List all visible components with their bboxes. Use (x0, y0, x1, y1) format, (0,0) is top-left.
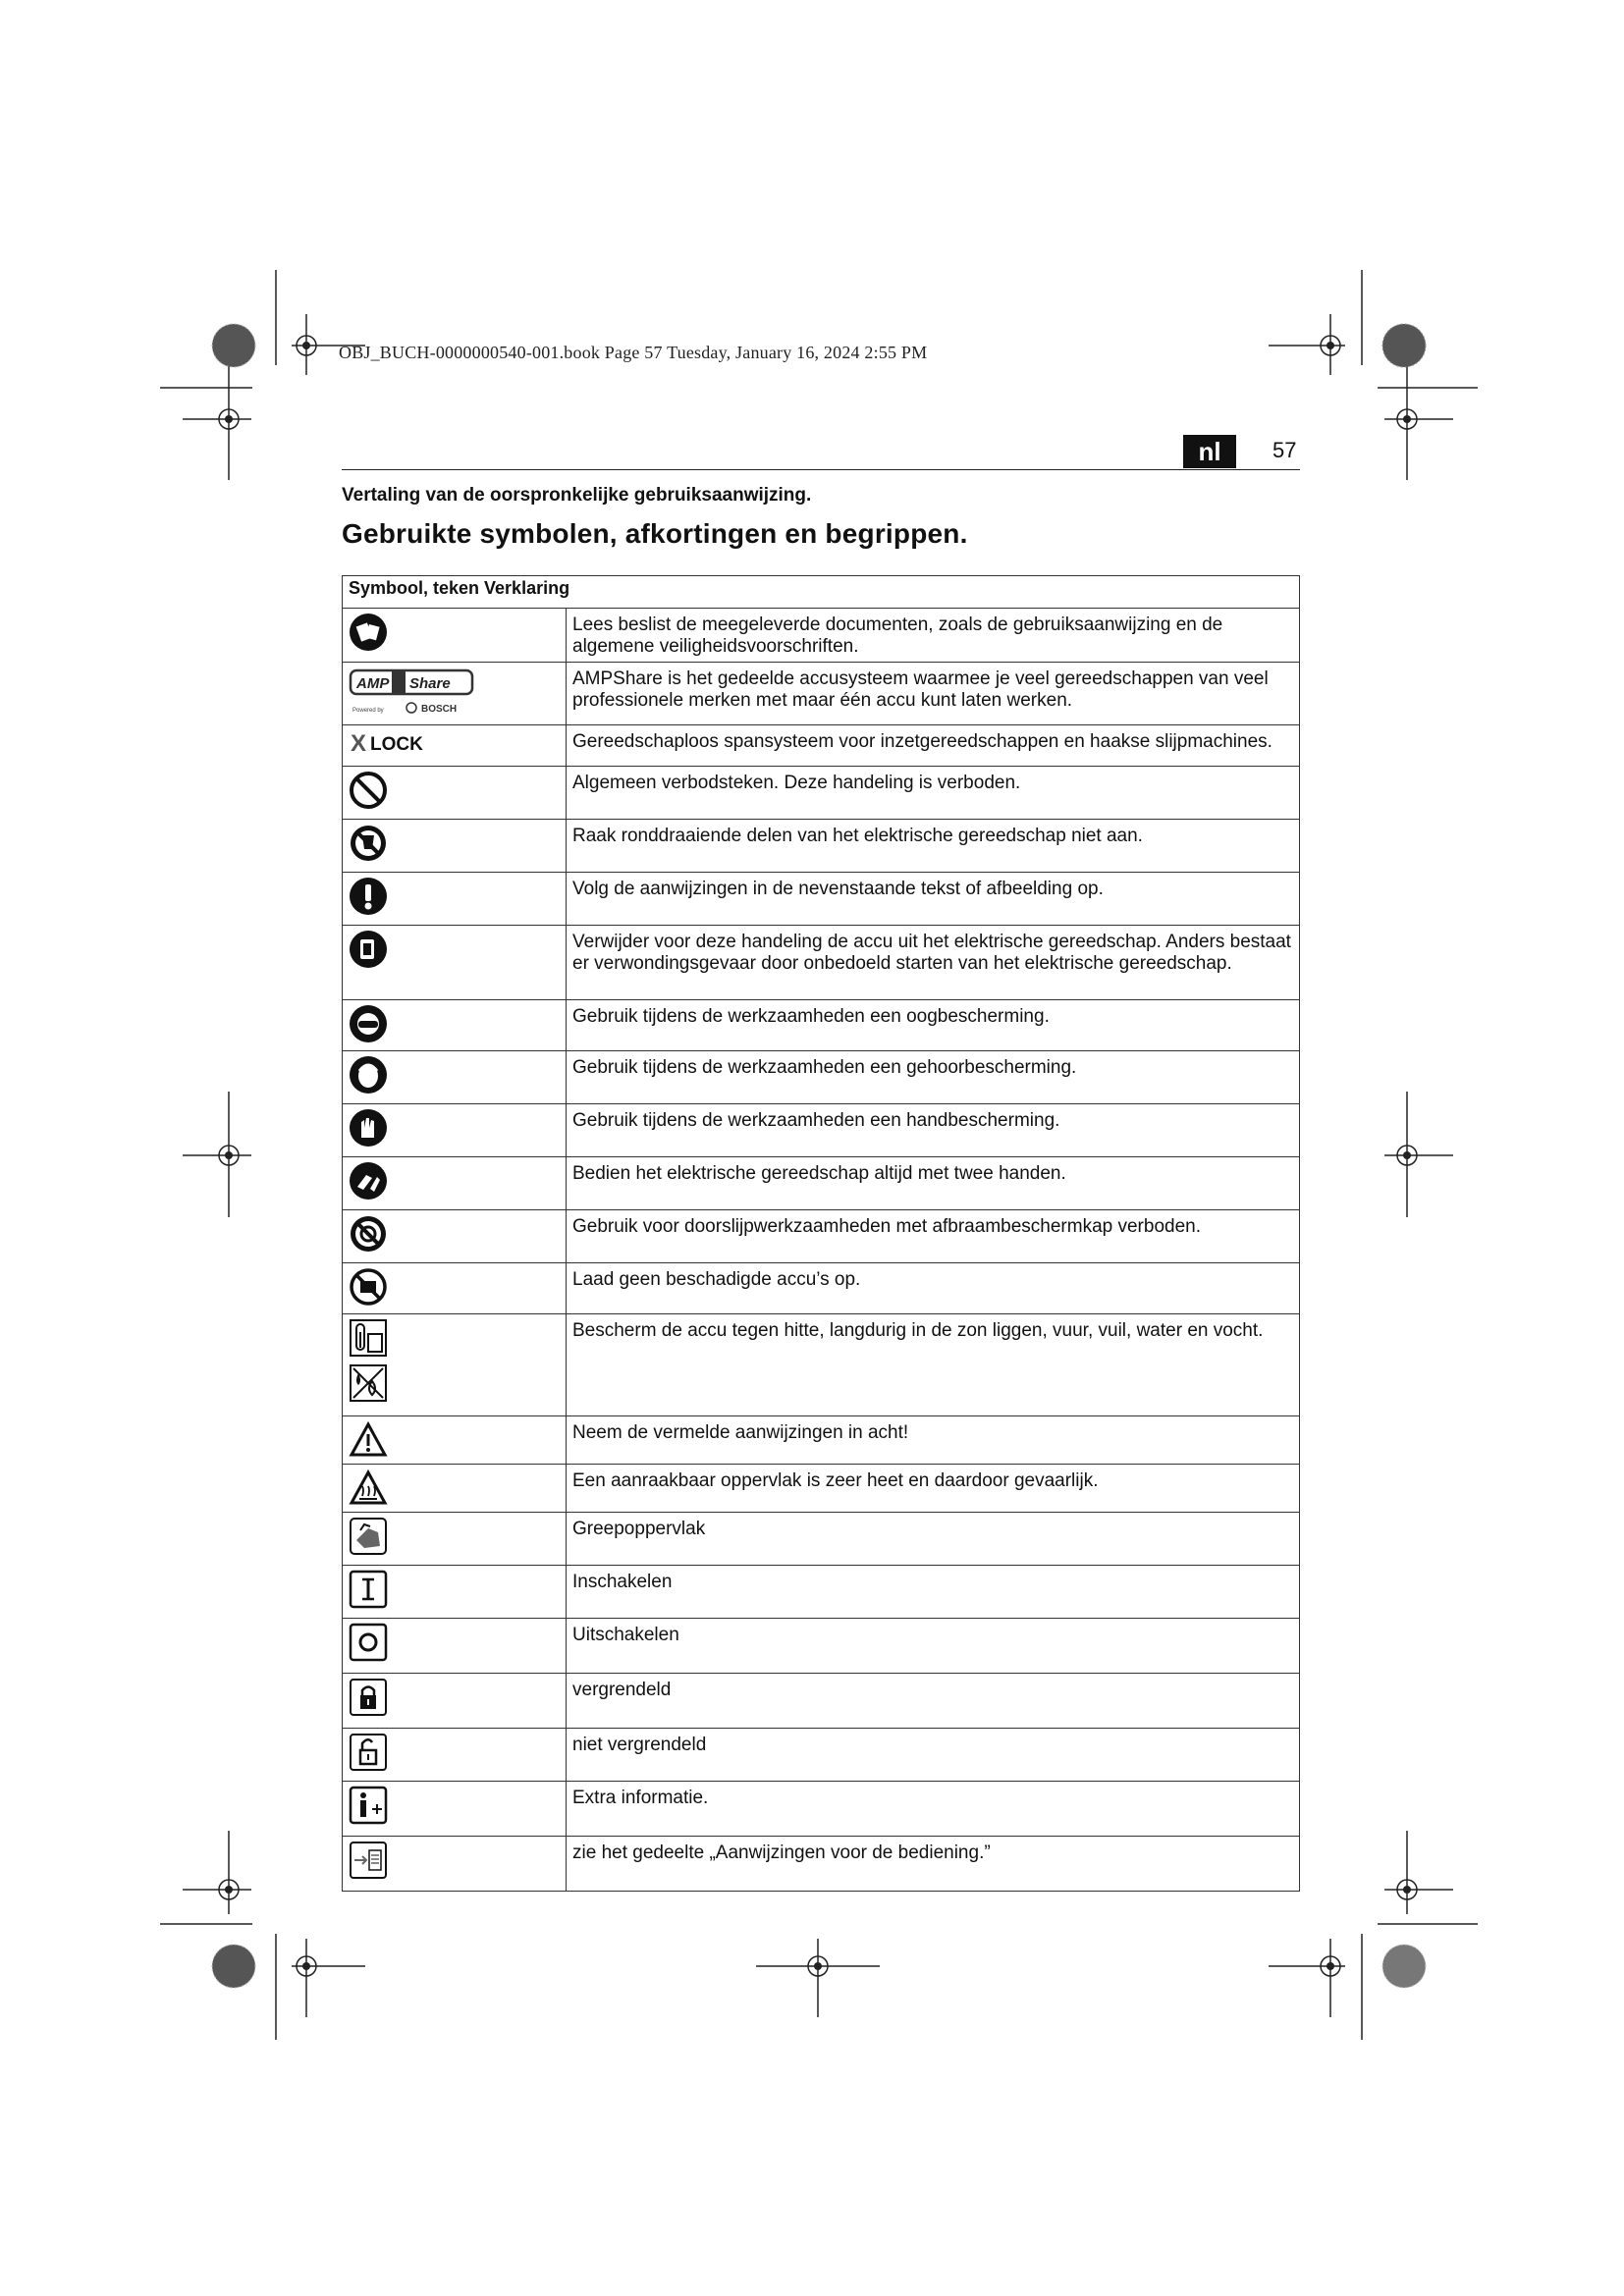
read-manual-icon (349, 613, 388, 652)
symbols-table (342, 575, 1300, 1892)
see-section-icon (349, 1841, 388, 1880)
table-row (343, 1566, 1300, 1619)
hand-protection-icon (349, 1108, 388, 1148)
table-row (343, 1104, 1300, 1157)
ear-protection-icon (349, 1055, 388, 1095)
table-cell-text: Bedien het elektrische gereedschap altijd met twee handen. (567, 1157, 1300, 1210)
table-cell-text: vergrendeld (567, 1674, 1300, 1729)
table-row (343, 725, 1300, 767)
table-row (343, 1674, 1300, 1729)
warning-icon (349, 1420, 388, 1460)
table-row (343, 926, 1300, 1000)
table-cell-text: Gebruik tijdens de werkzaamheden een gehoorbescherming. (567, 1051, 1300, 1104)
table-row (343, 1051, 1300, 1104)
table-header: Symbool, teken Verklaring (343, 576, 1300, 609)
table-cell-text: AMPShare is het gedeelde accusysteem waarmee je veel gereedschappen van veel professionele merken met maar één accu kunt laten werken. (567, 663, 1300, 725)
table-cell-text: Gebruik tijdens de werkzaamheden een oogbescherming. (567, 1000, 1300, 1051)
info-icon (349, 1786, 388, 1825)
table-row (343, 820, 1300, 873)
table-row (343, 1000, 1300, 1051)
hot-surface-icon (349, 1468, 388, 1508)
two-hands-icon (349, 1161, 388, 1201)
table-cell-text: Greepoppervlak (567, 1513, 1300, 1566)
table-cell-text: Uitschakelen (567, 1619, 1300, 1674)
table-row (343, 767, 1300, 820)
ampshare-bosch-text: BOSCH (421, 704, 458, 715)
table-cell-text: Algemeen verbodsteken. Deze handeling is verboden. (567, 767, 1300, 820)
no-damaged-battery-icon (349, 1267, 388, 1307)
switch-on-icon (349, 1570, 388, 1609)
table-row (343, 1729, 1300, 1782)
switch-off-icon (349, 1623, 388, 1662)
header-rule (342, 469, 1300, 470)
mandatory-icon (349, 877, 388, 916)
table-cell-text: Inschakelen (567, 1566, 1300, 1619)
table-row (343, 1416, 1300, 1465)
table-row (343, 609, 1300, 663)
table-cell-text: Gebruik tijdens de werkzaamheden een handbescherming. (567, 1104, 1300, 1157)
table-row (343, 663, 1300, 725)
table-row (343, 1513, 1300, 1566)
table-cell-text: Lees beslist de meegeleverde documenten, zoals de gebruiksaanwijzing en de algemene veiligheidsvoorschriften. (567, 609, 1300, 663)
table-row (343, 873, 1300, 926)
table-row (343, 1210, 1300, 1263)
table-cell-text: Verwijder voor deze handeling de accu uit het elektrische gereedschap. Anders bestaat er verwondingsgevaar door onbedoeld starten van het elektrische gereedschap. (567, 926, 1300, 1000)
battery-water-fire-icon (349, 1363, 388, 1403)
table-row (343, 1263, 1300, 1314)
table-cell-text: Gebruik voor doorslijpwerkzaamheden met afbraambeschermkap verboden. (567, 1210, 1300, 1263)
table-row (343, 1465, 1300, 1513)
table-cell-text: Gereedschaploos spansysteem voor inzetgereedschappen en haakse slijpmachines. (567, 725, 1300, 767)
document-subtitle: Vertaling van de oorspronkelijke gebruiksaanwijzing. (342, 485, 812, 506)
remove-battery-icon (349, 930, 388, 969)
ampshare-powered-text: Powered by (352, 708, 384, 714)
prohibition-icon (349, 771, 388, 810)
table-cell-text: Raak ronddraaiende delen van het elektrische gereedschap niet aan. (567, 820, 1300, 873)
table-header-row (343, 576, 1300, 609)
print-bookline: OBJ_BUCH-0000000540-001.book Page 57 Tuesday, January 16, 2024 2:55 PM (339, 343, 928, 362)
table-cell-text: Laad geen beschadigde accu’s op. (567, 1263, 1300, 1314)
table-row (343, 1314, 1300, 1416)
table-cell-text: niet vergrendeld (567, 1729, 1300, 1782)
ampshare-share-text: Share (409, 675, 451, 692)
unlocked-icon (349, 1733, 388, 1772)
table-row (343, 1157, 1300, 1210)
no-cutting-guard-icon (349, 1214, 388, 1254)
table-cell-text: Volg de aanwijzingen in de nevenstaande tekst of afbeelding op. (567, 873, 1300, 926)
ampshare-logo (349, 667, 476, 716)
xlock-logo (349, 729, 447, 757)
language-badge: nl (1183, 435, 1236, 468)
xlock-x-text: X (351, 730, 367, 757)
battery-heat-icon (349, 1318, 388, 1358)
table-cell-text: Extra informatie. (567, 1782, 1300, 1837)
eye-protection-icon (349, 1004, 388, 1043)
table-cell-text: Een aanraakbaar oppervlak is zeer heet en daardoor gevaarlijk. (567, 1465, 1300, 1513)
no-touch-rotating-icon (349, 824, 388, 863)
locked-icon (349, 1678, 388, 1717)
page-number: 57 (1272, 438, 1297, 462)
table-cell-text: zie het gedeelte „Aanwijzingen voor de bediening.” (567, 1837, 1300, 1892)
table-row (343, 1837, 1300, 1892)
table-row (343, 1782, 1300, 1837)
page-title: Gebruikte symbolen, afkortingen en begrippen. (342, 518, 968, 549)
table-cell-text: Neem de vermelde aanwijzingen in acht! (567, 1416, 1300, 1465)
ampshare-amp-text: AMP (356, 675, 390, 692)
xlock-lock-text: LOCK (370, 734, 423, 755)
table-row (343, 1619, 1300, 1674)
grip-surface-icon (349, 1517, 388, 1556)
table-cell-text: Bescherm de accu tegen hitte, langdurig in de zon liggen, vuur, vuil, water en vocht. (567, 1314, 1300, 1416)
